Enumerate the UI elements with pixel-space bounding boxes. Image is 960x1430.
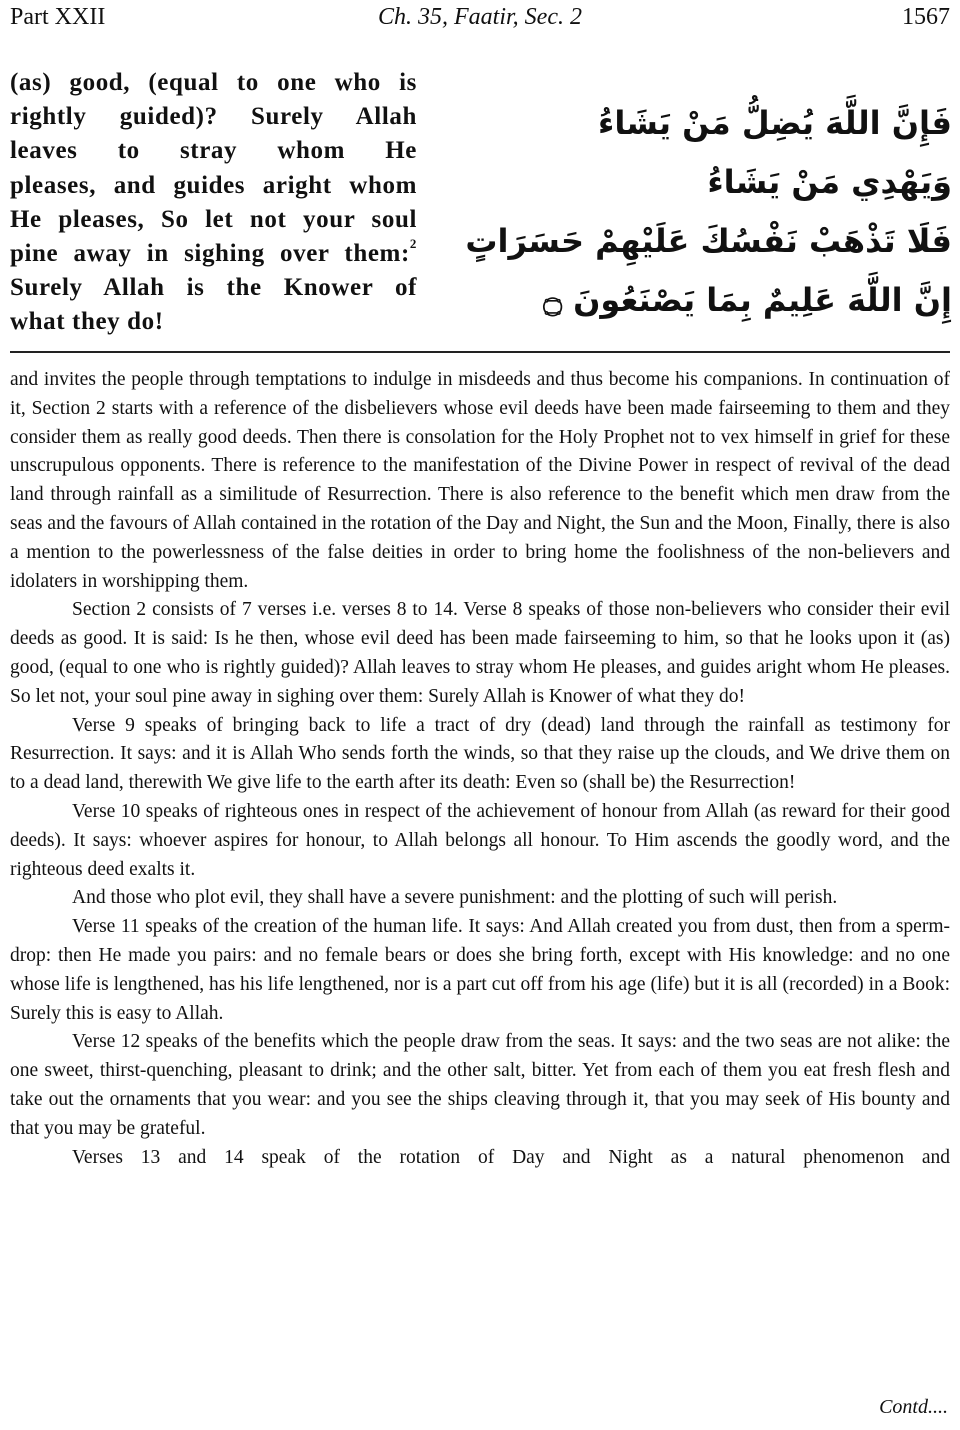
verse-line: Surely Allah is the Knower of <box>10 274 417 302</box>
verse-line: He pleases, So let not your soul <box>10 205 417 233</box>
verse-translation <box>10 66 417 340</box>
verse-line-with-footnote <box>10 237 417 271</box>
verse-line: what they do! <box>10 308 164 336</box>
commentary-paragraph: And those who plot evil, they shall have a severe punishment: and the plotting of such will perish. <box>72 887 838 909</box>
arabic-line: فَإِنَّ اللَّهَ يُضِلُّ مَنْ يَشَاءُ <box>598 104 952 142</box>
verse-line: pine away in sighing over them: <box>10 240 410 268</box>
arabic-line: إِنَّ اللَّهَ عَلِيمٌ بِمَا يَصْنَعُونَ ۝ <box>543 281 952 319</box>
page-header <box>10 4 950 34</box>
commentary-paragraph: and invites the people through temptations to indulge in misdeeds and thus become his companions. In continuation of it, Section 2 starts with a reference of the disbelievers whose evil deeds have been made fairseeming to them and they consider them as really good deeds. Then there is consolation for the Holy Prophet not to vex himself in grief for these unscrupulous opponents. There is reference to the manifestation of the Divine Power in respect of revival of the dead land through rainfall as a similitude of Resurrection. There is also reference to the benefit which men draw from the seas and the favours of Allah contained in the rotation of the Day and Night, the Sun and the Moon, Finally, there is also a mention to the powerlessness of the false deities in order to bring home the foolishness of the non-believers and idolaters in worshipping them. <box>10 369 950 592</box>
verse-line: leaves to stray whom He <box>10 137 417 165</box>
commentary-paragraph: Verse 10 speaks of righteous ones in respect of the achievement of honour from Allah (as reward for their good deeds). It says: whoever aspires for honour, to Allah belongs all honour. To Him ascends the goodly word, and the righteous deed exalts it. <box>10 800 950 880</box>
page-number: 1567 <box>902 4 950 30</box>
chapter-title: Ch. 35, Faatir, Sec. 2 <box>378 4 582 30</box>
commentary-paragraph: Section 2 consists of 7 verses i.e. verses 8 to 14. Verse 8 speaks of those non-believers who consider their evil deeds as good. It is said: Is he then, whose evil deed has been made fairseeming to him, so that he looks upon it (as) good, (equal to one who is rightly guided)? Allah leaves to stray whom He pleases, and guides aright whom He pleases. So let not, your soul pine away in sighing over them: Surely Allah is Knower of what they do! <box>10 599 950 707</box>
footnote-marker[interactable]: 2 <box>409 236 417 252</box>
arabic-line: وَيَهْدِي مَنْ يَشَاءُ <box>707 163 952 201</box>
part-label: Part XXII <box>10 4 106 30</box>
arabic-verse <box>465 94 952 330</box>
verse-line: pleases, and guides aright whom <box>10 171 417 199</box>
section-divider <box>10 351 950 353</box>
arabic-line: فَلَا تَذْهَبْ نَفْسُكَ عَلَيْهِمْ حَسَرَاتٍ <box>465 222 952 260</box>
continued-label: Contd.... <box>879 1396 948 1418</box>
commentary-paragraph: Verse 12 speaks of the benefits which the people draw from the seas. It says: and the two seas are not alike: the one sweet, thirst-quenching, pleasant to drink; and the other salt, bitter. Yet from each of them you eat fresh flesh and take out the ornaments that you wear: and you see the ships cleaving through it, that you may seek of His bounty and that you may be grateful. <box>10 1031 950 1139</box>
verse-line: (as) good, (equal to one who is <box>10 69 417 96</box>
commentary <box>10 366 950 1172</box>
commentary-paragraph: Verse 11 speaks of the creation of the human life. It says: And Allah created you from dust, then from a sperm-drop: then He made you pairs: and no female bears or does she bring forth, except with His knowledge: and no one whose life is lengthened, has his life lengthened, nor is a part cut off from his age (life) but it is all (recorded) in a Book: Surely this is easy to Allah. <box>10 916 950 1024</box>
commentary-paragraph: Verse 9 speaks of bringing back to life a tract of dry (dead) land through the rainfall as testimony for Resurrection. It says: and it is Allah Who sends forth the winds, so that they raise up the clouds, and We drive them on to a dead land, therewith We give life to the earth after its death: Even so (shall be) the Resurrection! <box>10 714 950 794</box>
commentary-paragraph: Verses 13 and 14 speak of the rotation of Day and Night as a natural phenomenon and <box>72 1146 950 1168</box>
verse-line: rightly guided)? Surely Allah <box>10 103 417 131</box>
